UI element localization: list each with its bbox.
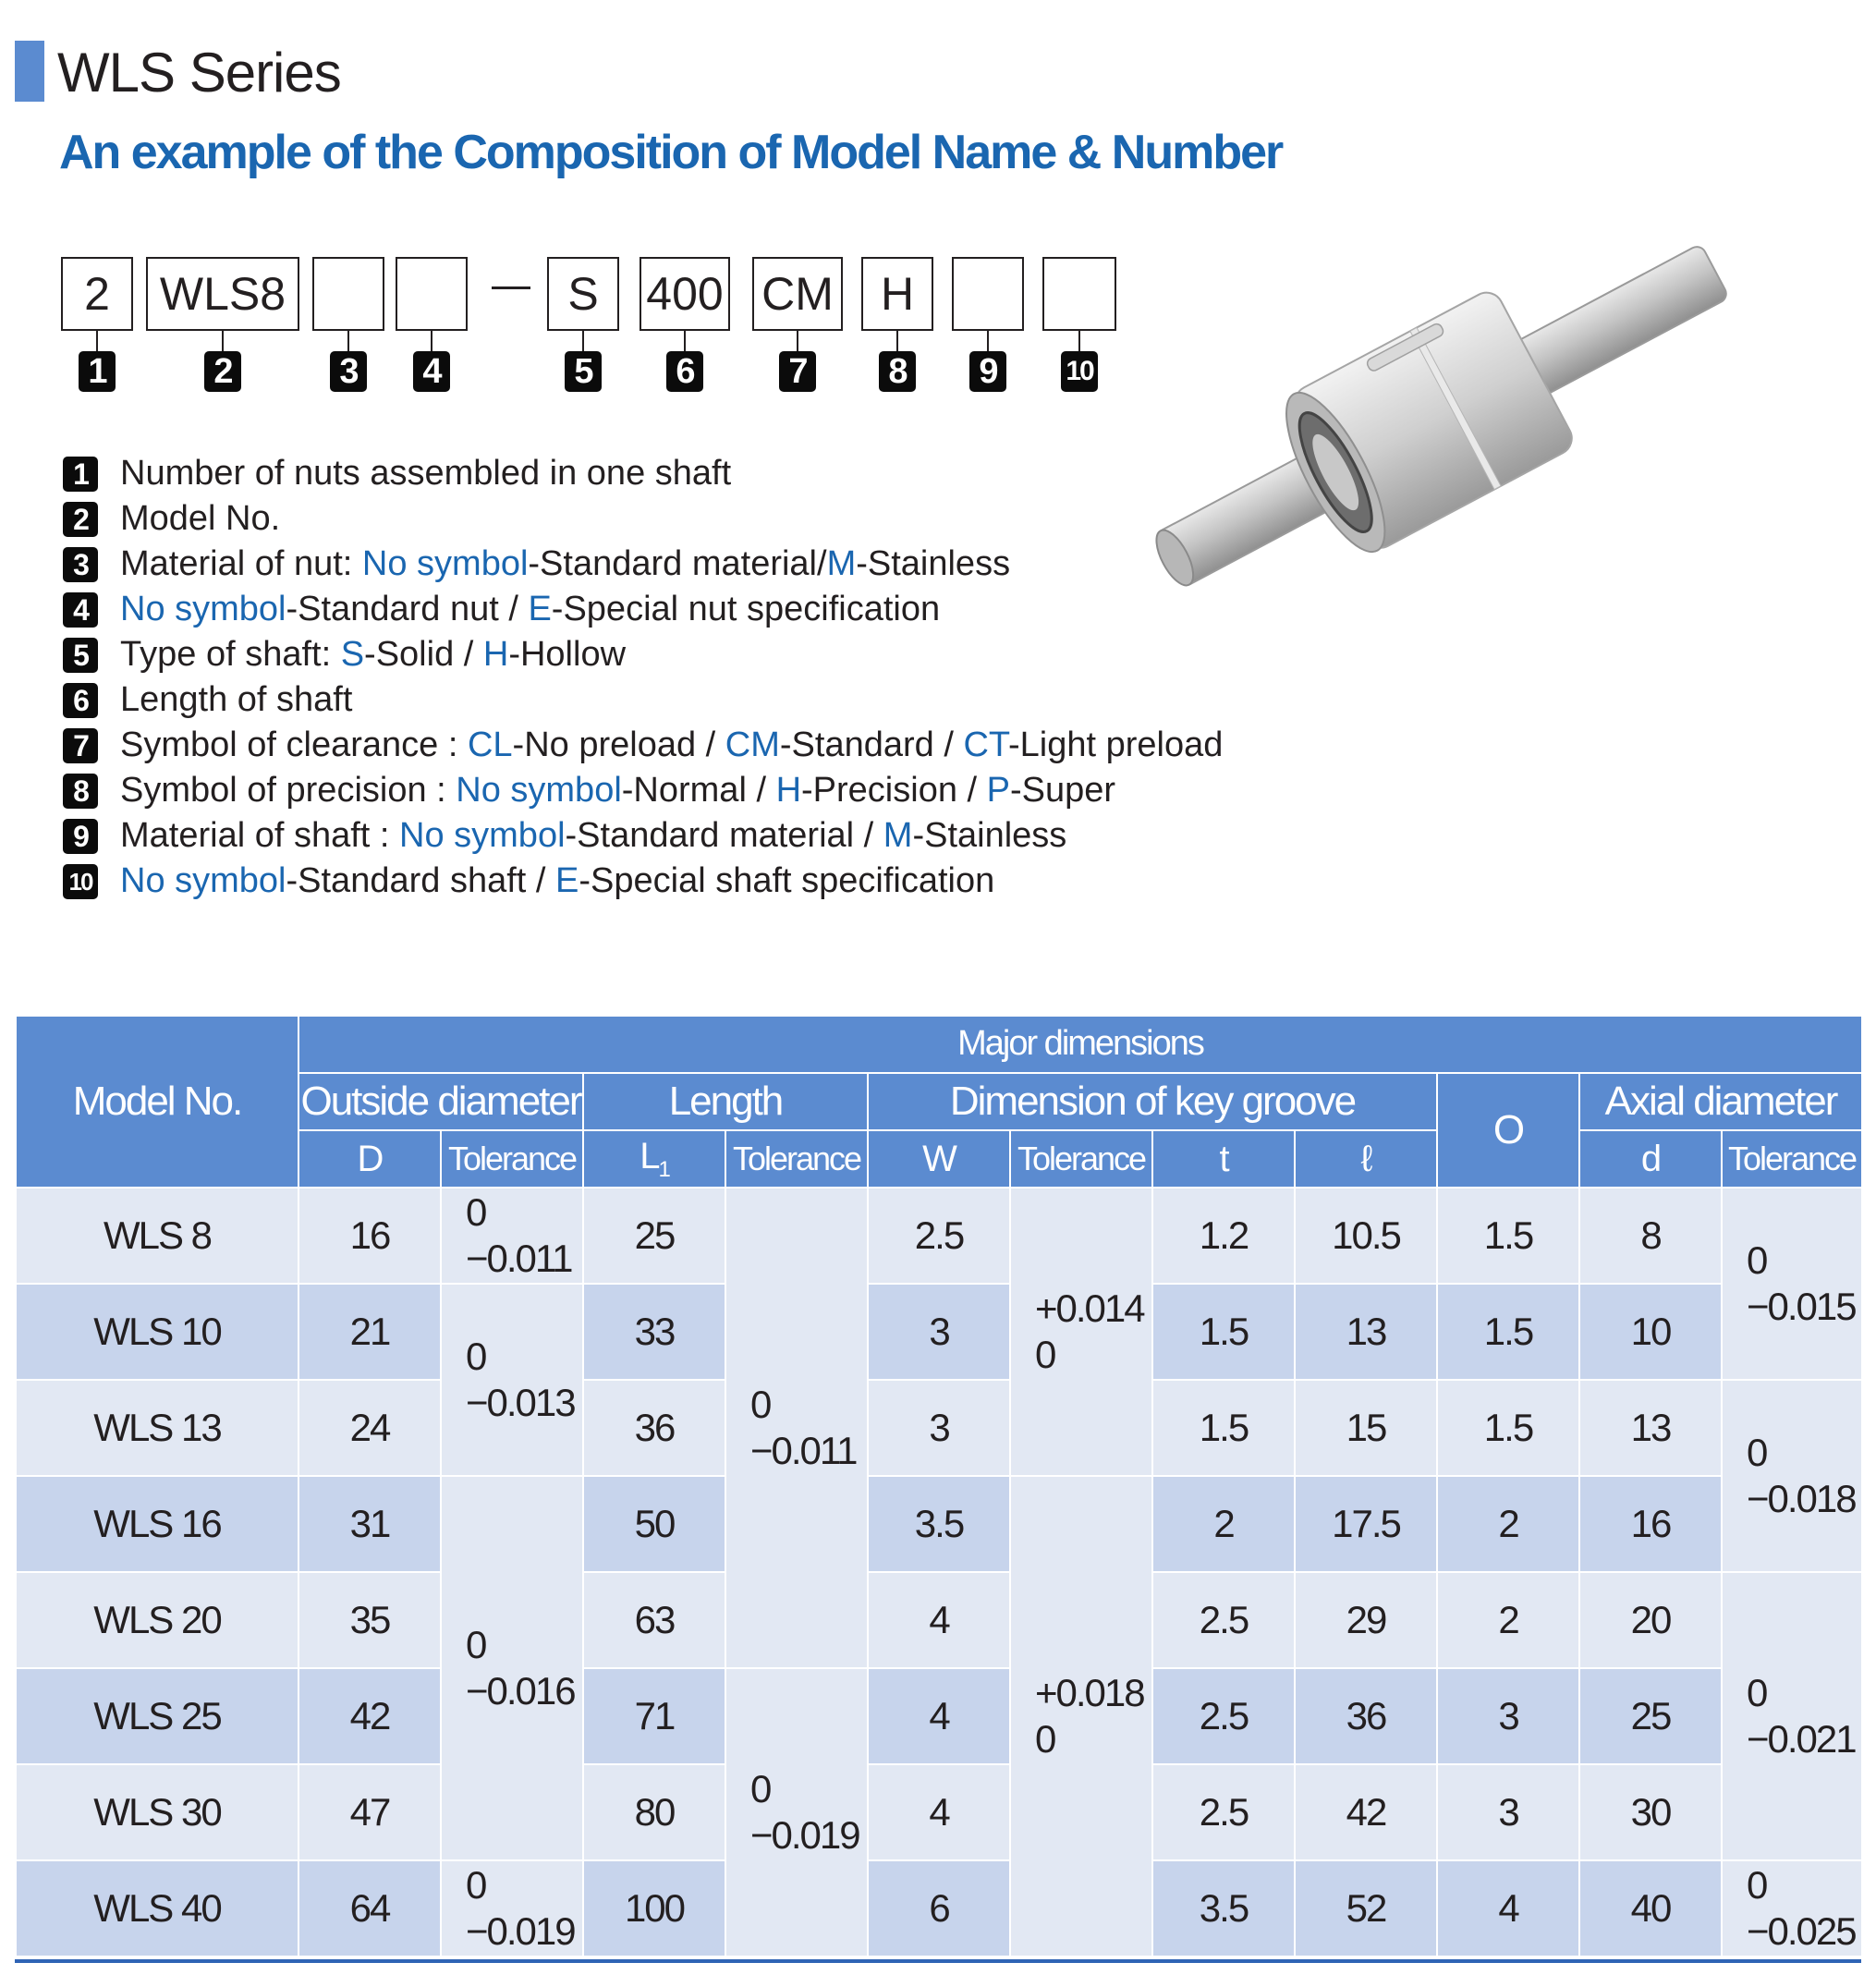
code-connector	[684, 331, 686, 351]
legend-symbol: No symbol	[399, 816, 566, 855]
cell-D: 42	[298, 1668, 441, 1764]
cell-D: 64	[298, 1860, 441, 1957]
legend-number-badge: 10	[63, 864, 98, 899]
legend-number-badge: 6	[63, 683, 98, 718]
cell-od-tolerance	[441, 1188, 583, 1284]
header-key-tolerance: Tolerance	[1010, 1130, 1152, 1188]
ball-spline-product-image	[1132, 217, 1751, 615]
code-box-6: 400	[640, 257, 730, 331]
legend-text-part: -No preload /	[512, 725, 725, 764]
cell-length-tolerance	[725, 1668, 868, 1957]
cell-O: 1.5	[1437, 1188, 1579, 1284]
legend-symbol: H	[482, 635, 509, 674]
cell-od-tolerance	[441, 1284, 583, 1476]
tol-lower: −0.019	[466, 1909, 575, 1953]
code-badge-9: 9	[969, 351, 1006, 392]
cell-od-tolerance	[441, 1476, 583, 1860]
cell-D: 16	[298, 1188, 441, 1284]
header-D: D	[298, 1130, 441, 1188]
legend-symbol: H	[775, 771, 802, 810]
tol-upper: 0	[466, 1862, 486, 1907]
cell-l: 13	[1295, 1284, 1437, 1380]
cell-t: 1.2	[1152, 1188, 1295, 1284]
cell-d: 10	[1579, 1284, 1722, 1380]
cell-d: 30	[1579, 1764, 1722, 1860]
tol-lower: −0.013	[466, 1381, 575, 1424]
legend-text-part: Model No.	[120, 499, 281, 538]
legend-item	[63, 813, 1153, 859]
cell-model: WLS 10	[16, 1284, 298, 1380]
header-model-no: Model No.	[16, 1016, 298, 1188]
cell-d: 13	[1579, 1380, 1722, 1476]
cell-d: 20	[1579, 1572, 1722, 1668]
cell-O: 4	[1437, 1860, 1579, 1957]
legend-item	[63, 723, 1224, 768]
cell-W: 3	[868, 1284, 1010, 1380]
cell-model: WLS 16	[16, 1476, 298, 1572]
cell-L1: 50	[583, 1476, 725, 1572]
series-accent-bar	[15, 41, 44, 102]
cell-l: 15	[1295, 1380, 1437, 1476]
tol-lower: −0.011	[466, 1237, 572, 1280]
cell-O: 3	[1437, 1764, 1579, 1860]
cell-D: 24	[298, 1380, 441, 1476]
tol-upper: 0	[1747, 1862, 1767, 1907]
legend-text-part: -Light preload	[1008, 725, 1224, 764]
cell-L1: 80	[583, 1764, 725, 1860]
legend-text-part: Symbol of precision :	[120, 771, 457, 810]
legend-symbol: No symbol	[456, 771, 622, 810]
tol-upper: 0	[1747, 1237, 1767, 1282]
legend-symbol: No symbol	[361, 544, 529, 583]
cell-model: WLS 20	[16, 1572, 298, 1668]
table-row	[16, 1572, 1862, 1668]
legend-text-part: Type of shaft:	[120, 635, 341, 674]
cell-l: 17.5	[1295, 1476, 1437, 1572]
header-L1	[583, 1130, 725, 1188]
cell-model: WLS 8	[16, 1188, 298, 1284]
legend-text-part: -Special nut specification	[551, 590, 941, 628]
cell-t: 1.5	[1152, 1284, 1295, 1380]
tol-upper: 0	[1747, 1670, 1767, 1714]
cell-axial-tolerance	[1722, 1380, 1862, 1572]
tol-lower: −0.018	[1747, 1477, 1856, 1520]
legend-symbol: CL	[467, 725, 513, 764]
cell-W: 4	[868, 1668, 1010, 1764]
code-badge-2: 2	[204, 351, 241, 392]
legend-text-part: -Standard material/	[528, 544, 827, 583]
tol-lower: −0.021	[1747, 1717, 1856, 1761]
header-d: d	[1579, 1130, 1722, 1188]
code-connector	[896, 331, 898, 351]
code-box-3	[312, 257, 384, 331]
header-key-groove: Dimension of key groove	[868, 1073, 1437, 1130]
legend-text	[120, 725, 1223, 765]
cell-W: 6	[868, 1860, 1010, 1957]
table-row	[16, 1860, 1862, 1957]
cell-L1: 63	[583, 1572, 725, 1668]
cell-model: WLS 25	[16, 1668, 298, 1764]
header-axial-diameter: Axial diameter	[1579, 1073, 1862, 1130]
cell-model: WLS 13	[16, 1380, 298, 1476]
legend-text-part: -Precision /	[801, 771, 987, 810]
legend-text	[120, 680, 352, 720]
cell-D: 31	[298, 1476, 441, 1572]
code-box-4	[396, 257, 468, 331]
cell-d: 25	[1579, 1668, 1722, 1764]
code-box-8: H	[861, 257, 933, 331]
legend-text-part: Material of nut:	[120, 544, 362, 583]
code-legend	[63, 451, 1224, 904]
tol-upper: +0.014	[1035, 1286, 1144, 1330]
code-box-7: CM	[752, 257, 843, 331]
tol-upper: 0	[466, 1622, 486, 1666]
code-badge-1: 1	[79, 351, 116, 392]
code-badge-7: 7	[779, 351, 816, 392]
code-badge-4: 4	[413, 351, 450, 392]
legend-text-part: -Standard nut /	[286, 590, 529, 628]
header-L1-subscript: 1	[658, 1156, 669, 1182]
cell-t: 3.5	[1152, 1860, 1295, 1957]
tol-upper: 0	[750, 1382, 771, 1426]
series-title: WLS Series	[57, 42, 341, 104]
tol-lower: −0.016	[466, 1669, 575, 1713]
cell-axial-tolerance	[1722, 1860, 1862, 1957]
header-length-tolerance: Tolerance	[725, 1130, 868, 1188]
cell-L1: 100	[583, 1860, 725, 1957]
legend-text-part: -Normal /	[621, 771, 776, 810]
cell-L1: 71	[583, 1668, 725, 1764]
header-o: O	[1437, 1073, 1579, 1188]
legend-item	[63, 859, 1153, 904]
legend-text	[120, 861, 994, 901]
tol-lower: −0.011	[750, 1429, 857, 1472]
cell-t: 1.5	[1152, 1380, 1295, 1476]
cell-t: 2.5	[1152, 1764, 1295, 1860]
cell-d: 8	[1579, 1188, 1722, 1284]
cell-t: 2.5	[1152, 1572, 1295, 1668]
cell-l: 10.5	[1295, 1188, 1437, 1284]
header-length: Length	[583, 1073, 868, 1130]
cell-model: WLS 30	[16, 1764, 298, 1860]
cell-l: 36	[1295, 1668, 1437, 1764]
tol-upper: 0	[466, 1189, 486, 1234]
legend-item	[63, 496, 1153, 542]
legend-symbol: CT	[963, 725, 1009, 764]
legend-symbol: M	[883, 816, 913, 855]
cell-O: 1.5	[1437, 1380, 1579, 1476]
tol-lower: 0	[1035, 1333, 1055, 1376]
cell-od-tolerance	[441, 1860, 583, 1957]
cell-L1: 25	[583, 1188, 725, 1284]
cell-axial-tolerance	[1722, 1572, 1862, 1860]
table-row	[16, 1284, 1862, 1380]
code-box-9	[952, 257, 1024, 331]
table-bottom-rule	[15, 1959, 1861, 1963]
legend-symbol: CM	[725, 725, 780, 764]
code-badge-8: 8	[879, 351, 916, 392]
code-box-10	[1042, 257, 1116, 331]
code-connector	[1078, 331, 1080, 351]
legend-number-badge: 7	[63, 728, 98, 763]
tol-upper: +0.018	[1035, 1670, 1144, 1714]
header-t: t	[1152, 1130, 1295, 1188]
tol-upper: 0	[750, 1766, 771, 1810]
legend-number-badge: 2	[63, 502, 98, 537]
cell-d: 40	[1579, 1860, 1722, 1957]
tol-lower: −0.015	[1747, 1285, 1856, 1328]
legend-symbol: S	[340, 635, 365, 674]
header-W: W	[868, 1130, 1010, 1188]
legend-item	[63, 632, 1153, 677]
cell-L1: 36	[583, 1380, 725, 1476]
legend-text-part: -Hollow	[508, 635, 627, 674]
legend-text-part: -Stainless	[912, 816, 1067, 855]
legend-text-part: -Special shaft specification	[579, 861, 995, 900]
cell-O: 2	[1437, 1476, 1579, 1572]
code-badge-3: 3	[330, 351, 367, 392]
legend-text	[120, 454, 731, 494]
legend-text-part: Number of nuts assembled in one shaft	[120, 454, 732, 493]
code-connector	[987, 331, 989, 351]
tol-lower: −0.025	[1747, 1909, 1856, 1953]
cell-t: 2.5	[1152, 1668, 1295, 1764]
code-connector	[582, 331, 584, 351]
cell-W: 4	[868, 1572, 1010, 1668]
code-box-2: WLS8	[146, 257, 299, 331]
cell-l: 42	[1295, 1764, 1437, 1860]
code-badge-10: 10	[1061, 351, 1098, 392]
legend-text-part: Symbol of clearance :	[120, 725, 468, 764]
tol-upper: 0	[466, 1334, 486, 1378]
legend-text	[120, 816, 1066, 856]
table-row	[16, 1476, 1862, 1572]
code-badge-5: 5	[565, 351, 602, 392]
cell-axial-tolerance	[1722, 1188, 1862, 1380]
legend-item	[63, 542, 1153, 587]
composition-subtitle: An example of the Composition of Model Name & Number	[59, 126, 1283, 179]
legend-text-part: -Stainless	[856, 544, 1011, 583]
code-connector	[222, 331, 224, 351]
header-major-dimensions: Major dimensions	[298, 1016, 1862, 1073]
header-od-tolerance: Tolerance	[441, 1130, 583, 1188]
legend-text-part: Material of shaft :	[120, 816, 400, 855]
cell-O: 1.5	[1437, 1284, 1579, 1380]
legend-text	[120, 771, 1115, 811]
cell-W: 3	[868, 1380, 1010, 1476]
code-dash	[492, 286, 530, 289]
cell-length-tolerance	[725, 1188, 868, 1668]
legend-number-badge: 4	[63, 592, 98, 628]
legend-text	[120, 590, 940, 629]
cell-W: 2.5	[868, 1188, 1010, 1284]
code-box-5: S	[547, 257, 619, 331]
cell-O: 2	[1437, 1572, 1579, 1668]
legend-symbol: P	[986, 771, 1010, 810]
header-L1-label: L	[640, 1135, 659, 1176]
table-row	[16, 1188, 1862, 1284]
legend-text	[120, 499, 280, 539]
legend-text-part: -Super	[1010, 771, 1116, 810]
tol-upper: 0	[1747, 1430, 1767, 1474]
code-badge-6: 6	[666, 351, 703, 392]
legend-item	[63, 677, 1153, 723]
code-connector	[96, 331, 98, 351]
legend-text	[120, 635, 626, 675]
cell-D: 47	[298, 1764, 441, 1860]
legend-text-part: -Standard /	[779, 725, 964, 764]
dimension-table	[15, 1015, 1863, 1957]
legend-number-badge: 3	[63, 547, 98, 582]
cell-O: 3	[1437, 1668, 1579, 1764]
code-connector	[431, 331, 432, 351]
cell-W: 3.5	[868, 1476, 1010, 1572]
cell-L1: 33	[583, 1284, 725, 1380]
legend-symbol: No symbol	[120, 590, 286, 628]
tol-lower: −0.019	[750, 1813, 859, 1857]
legend-text	[120, 544, 1010, 584]
header-outside-diameter: Outside diameter	[298, 1073, 583, 1130]
cell-l: 29	[1295, 1572, 1437, 1668]
legend-symbol: E	[528, 590, 552, 628]
table-row	[16, 1380, 1862, 1476]
header-axial-tolerance: Tolerance	[1722, 1130, 1862, 1188]
table-row	[16, 1668, 1862, 1764]
cell-t: 2	[1152, 1476, 1295, 1572]
cell-D: 35	[298, 1572, 441, 1668]
tol-lower: 0	[1035, 1717, 1055, 1761]
legend-text-part: Length of shaft	[120, 680, 353, 719]
header-l: ℓ	[1295, 1130, 1437, 1188]
legend-text-part: -Solid /	[364, 635, 483, 674]
legend-item	[63, 587, 1153, 632]
legend-number-badge: 1	[63, 457, 98, 492]
table-row	[16, 1764, 1862, 1860]
cell-key-tolerance	[1010, 1476, 1152, 1957]
legend-text-part: -Standard material /	[565, 816, 883, 855]
cell-model: WLS 40	[16, 1860, 298, 1957]
legend-item	[63, 451, 1153, 496]
cell-D: 21	[298, 1284, 441, 1380]
cell-key-tolerance	[1010, 1188, 1152, 1476]
cell-W: 4	[868, 1764, 1010, 1860]
cell-d: 16	[1579, 1476, 1722, 1572]
cell-l: 52	[1295, 1860, 1437, 1957]
legend-symbol: No symbol	[120, 861, 286, 900]
legend-number-badge: 9	[63, 819, 98, 854]
code-connector	[347, 331, 349, 351]
legend-symbol: E	[555, 861, 579, 900]
legend-text-part: -Standard shaft /	[286, 861, 555, 900]
legend-number-badge: 8	[63, 774, 98, 809]
code-connector	[797, 331, 798, 351]
code-box-1: 2	[61, 257, 133, 331]
legend-symbol: M	[826, 544, 857, 583]
legend-number-badge: 5	[63, 638, 98, 673]
legend-item	[63, 768, 1153, 813]
